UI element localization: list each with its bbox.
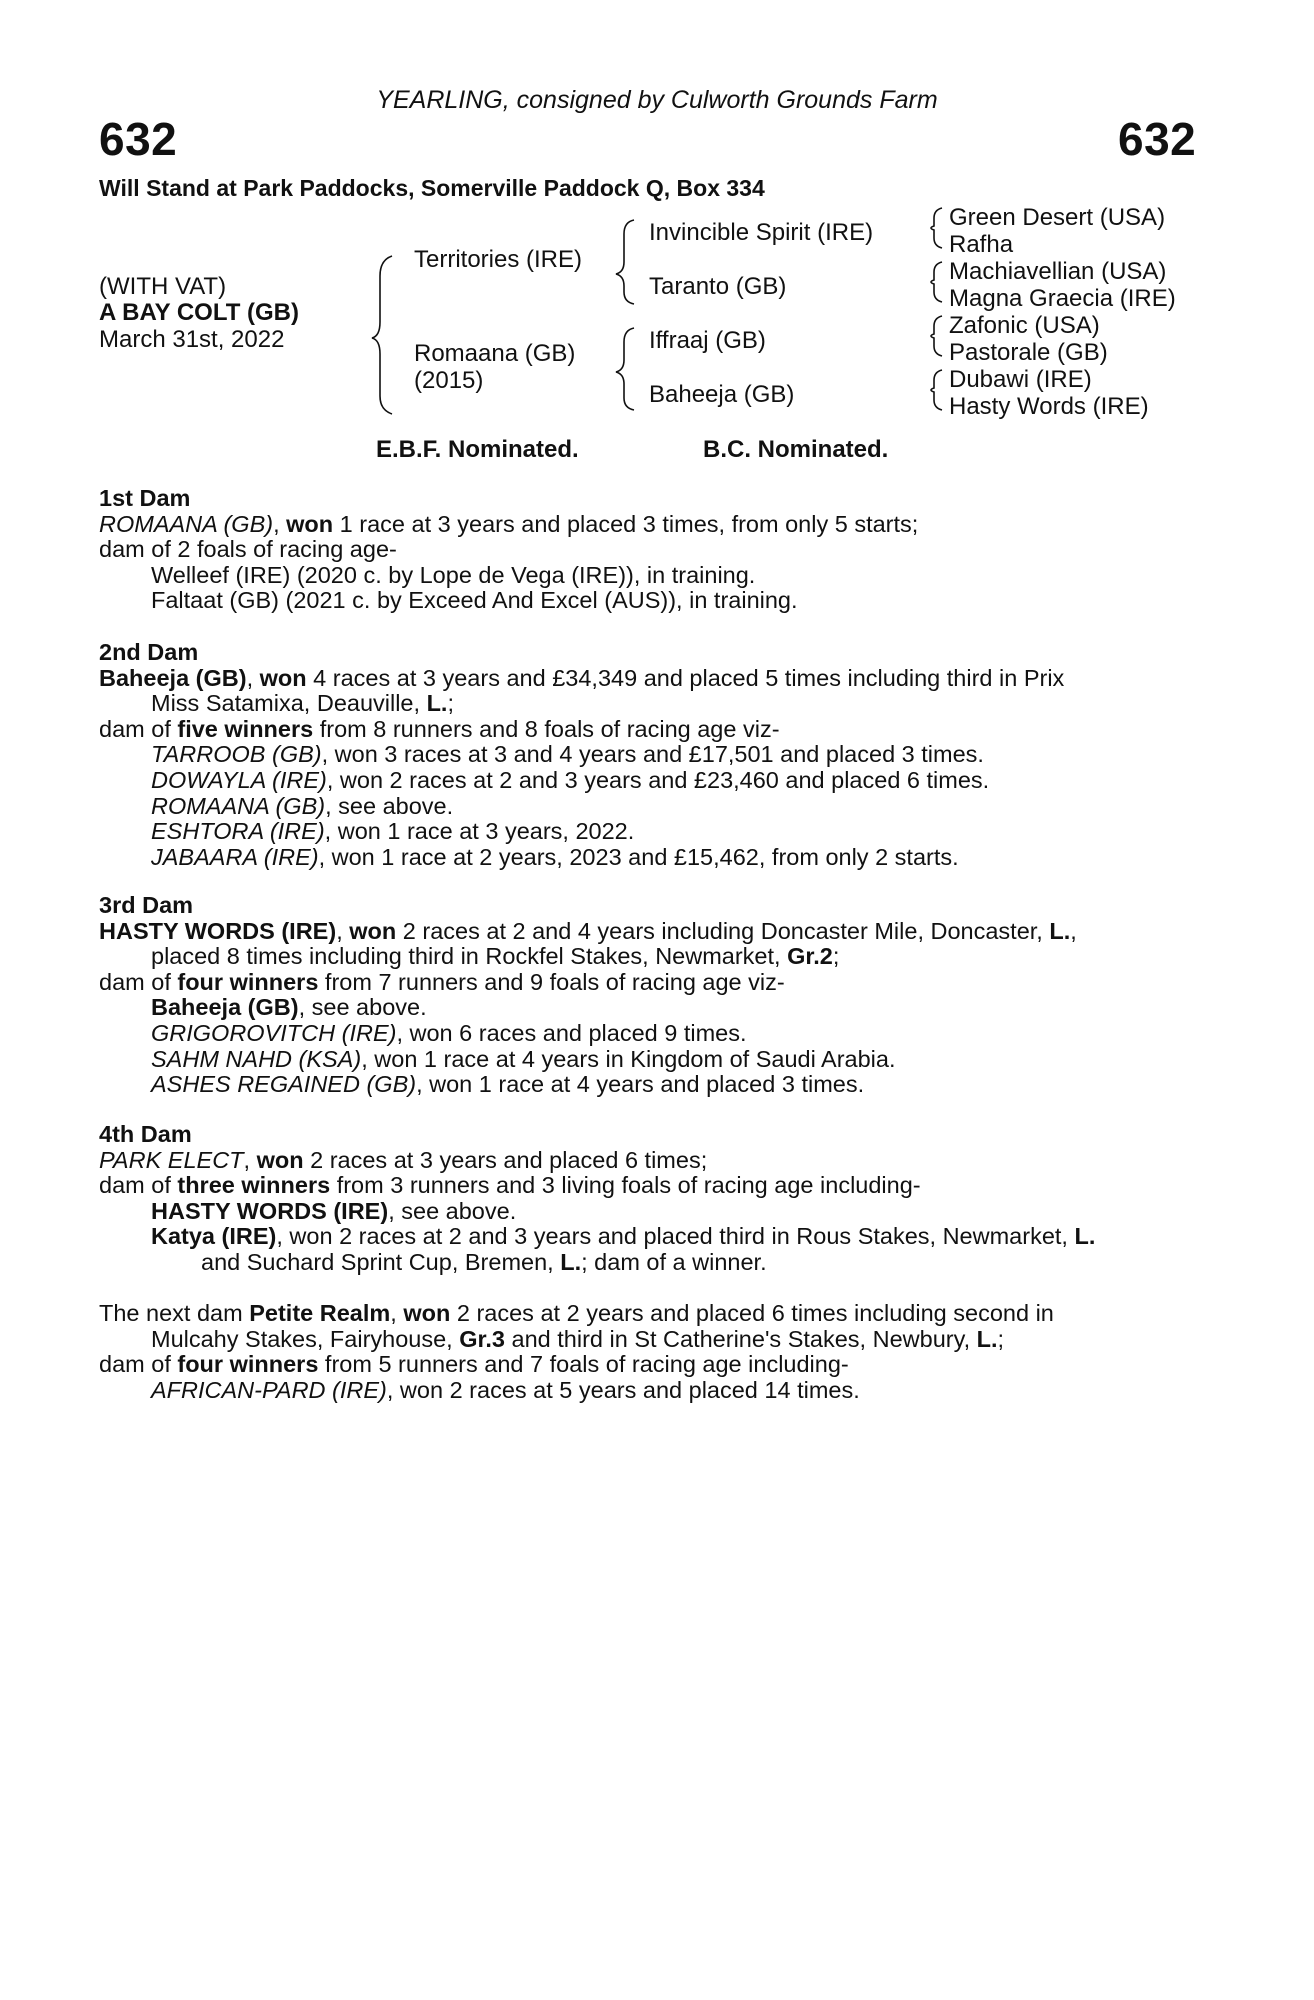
text: dam of: [99, 715, 178, 742]
dam-name: Baheeja (GB): [99, 664, 247, 691]
ancestor-6: Pastorale (GB): [949, 339, 1108, 366]
produce-item: [99, 1224, 1209, 1250]
consignment-line: YEARLING, consigned by Culworth Grounds Farm: [376, 86, 938, 114]
text: ;: [832, 943, 840, 970]
text: ;: [997, 1325, 1005, 1352]
dam-dam: Baheeja (GB): [649, 381, 795, 408]
produce-name: AFRICAN-PARD (IRE): [151, 1376, 387, 1403]
text: dam of: [99, 968, 178, 995]
text: ,: [1070, 917, 1077, 944]
text: ; dam of a winner.: [581, 1248, 767, 1275]
winners-count: five winners: [177, 715, 314, 742]
dam-record: [99, 919, 1209, 945]
winners-count: three winners: [177, 1172, 331, 1199]
ancestor-1: Green Desert (USA): [949, 204, 1166, 231]
dam-record: [99, 1148, 1209, 1174]
section-heading: 1st Dam: [99, 485, 191, 511]
text: and third in St Catherine's Stakes, Newbury,: [504, 1325, 977, 1352]
text: Mulcahy Stakes, Fairyhouse,: [151, 1325, 460, 1352]
text: dam of: [99, 1172, 178, 1199]
dam-record: [99, 1301, 1209, 1327]
text: ;: [447, 690, 454, 717]
text: ,: [273, 510, 287, 537]
text: from 3 runners and 3 living foals of racing age including-: [330, 1172, 921, 1199]
dam-record-cont: [99, 1327, 1209, 1353]
sire-dam: Taranto (GB): [649, 273, 787, 300]
section-heading: 2nd Dam: [99, 639, 199, 665]
lot-number-left: 632: [99, 113, 178, 165]
ancestor-5: Zafonic (USA): [949, 312, 1100, 339]
produce-name: ASHES REGAINED (GB): [151, 1071, 417, 1098]
text: ,: [246, 664, 260, 691]
text: 2 races at 3 years and placed 6 times;: [303, 1146, 708, 1173]
won-label: won: [256, 1146, 304, 1173]
ebf-nominated: E.B.F. Nominated.: [376, 436, 579, 463]
dam-name: HASTY WORDS (IRE): [99, 917, 337, 944]
produce-name: ROMAANA (GB): [151, 792, 326, 819]
produce-summary: [99, 1173, 1209, 1199]
third-dam-section: [99, 893, 1209, 1098]
fourth-dam-section: [99, 1122, 1209, 1276]
dam-record-cont: [99, 944, 1209, 970]
sire: Territories (IRE): [414, 246, 583, 273]
text: , won 1 race at 4 years and placed 3 times.: [416, 1071, 865, 1098]
listed-label: L.: [976, 1325, 998, 1352]
listed-label: L.: [426, 690, 448, 717]
text: , won 2 races at 2 and 3 years and £23,460 and placed 6 times.: [326, 766, 990, 793]
won-label: won: [403, 1300, 451, 1326]
dam-name: ROMAANA (GB): [99, 510, 274, 537]
produce-item: [99, 819, 1209, 845]
text: , won 1 race at 2 years, 2023 and £15,462, from only 2 starts.: [318, 843, 959, 870]
first-dam-section: [99, 486, 1209, 614]
text: , won 3 races at 3 and 4 years and £17,501 and placed 3 times.: [321, 741, 984, 768]
produce-item-cont: [99, 1250, 1209, 1276]
text: The next dam: [99, 1300, 250, 1326]
text: , see above.: [325, 792, 454, 819]
produce-item: [99, 995, 1209, 1021]
dam-name: Petite Realm: [249, 1300, 391, 1326]
ancestor-4: Magna Graecia (IRE): [949, 285, 1176, 312]
text: from 5 runners and 7 foals of racing age including-: [318, 1351, 849, 1378]
text: from 8 runners and 8 foals of racing age viz-: [313, 715, 780, 742]
lot-number-right: 632: [1118, 113, 1197, 165]
dam-record: [99, 512, 1209, 538]
winners-count: four winners: [177, 968, 319, 995]
won-label: won: [286, 510, 334, 537]
bc-nominated: B.C. Nominated.: [703, 436, 889, 463]
produce-summary: [99, 970, 1209, 996]
group-label: Gr.2: [787, 943, 833, 970]
won-label: won: [259, 664, 307, 691]
text: ,: [243, 1146, 257, 1173]
text: ,: [336, 917, 350, 944]
dam-record: [99, 666, 1209, 692]
ancestor-2: Rafha: [949, 231, 1014, 258]
text: , see above.: [298, 994, 427, 1021]
text: , won 6 races and placed 9 times.: [396, 1019, 747, 1046]
text: , see above.: [388, 1197, 517, 1224]
text: 2 races at 2 and 4 years including Doncaster Mile, Doncaster,: [396, 917, 1050, 944]
produce-item: Welleef (IRE) (2020 c. by Lope de Vega (IRE)), in training.: [151, 561, 756, 588]
produce-name: GRIGOROVITCH (IRE): [151, 1019, 397, 1046]
text: and Suchard Sprint Cup, Bremen,: [201, 1248, 561, 1275]
next-dam-section: [99, 1301, 1209, 1403]
text: 1 race at 3 years and placed 3 times, from only 5 starts;: [333, 510, 919, 537]
produce-summary: [99, 1352, 1209, 1378]
produce-item: [99, 1047, 1209, 1073]
ancestor-7: Dubawi (IRE): [949, 366, 1092, 393]
listed-label: L.: [1074, 1223, 1096, 1250]
produce-item: [99, 794, 1209, 820]
produce-item: [99, 1378, 1209, 1404]
text: ,: [390, 1300, 404, 1326]
text: placed 8 times including third in Rockfel Stakes, Newmarket,: [151, 943, 788, 970]
text: Miss Satamixa, Deauville,: [151, 690, 427, 717]
produce-item: [99, 768, 1209, 794]
produce-name: JABAARA (IRE): [151, 843, 319, 870]
text: dam of: [99, 1351, 178, 1378]
dam-name: PARK ELECT: [99, 1146, 244, 1173]
produce-name: HASTY WORDS (IRE): [151, 1197, 389, 1224]
listed-label: L.: [1049, 917, 1071, 944]
produce-item: [99, 742, 1209, 768]
winners-count: four winners: [177, 1351, 319, 1378]
produce-item: [99, 845, 1209, 871]
produce-name: Baheeja (GB): [151, 994, 299, 1021]
produce-summary: [99, 717, 1209, 743]
won-label: won: [349, 917, 397, 944]
section-heading: 4th Dam: [99, 1121, 192, 1147]
ancestor-8: Hasty Words (IRE): [949, 393, 1149, 420]
dam-sire: Iffraaj (GB): [649, 327, 766, 354]
sire-sire: Invincible Spirit (IRE): [649, 219, 874, 246]
produce-name: ESHTORA (IRE): [151, 818, 325, 845]
produce-item: [99, 1021, 1209, 1047]
produce-name: Katya (IRE): [151, 1223, 277, 1250]
produce-name: TARROOB (GB): [151, 741, 322, 768]
foaling-date: March 31st, 2022: [99, 326, 285, 353]
produce-item: [99, 1199, 1209, 1225]
dam-year: (2015): [414, 367, 484, 394]
vat-note: (WITH VAT): [99, 273, 227, 300]
stand-location: Will Stand at Park Paddocks, Somerville Paddock Q, Box 334: [99, 175, 765, 201]
text: , won 1 race at 3 years, 2022.: [324, 818, 635, 845]
produce-name: DOWAYLA (IRE): [151, 766, 327, 793]
listed-label: L.: [560, 1248, 582, 1275]
horse-name: A BAY COLT (GB): [99, 299, 300, 326]
group-label: Gr.3: [459, 1325, 505, 1352]
dam: Romaana (GB): [414, 340, 576, 367]
dam-record-cont: [99, 691, 1209, 717]
text: , won 2 races at 5 years and placed 14 times.: [386, 1376, 860, 1403]
second-dam-section: [99, 640, 1209, 870]
text: 2 races at 2 years and placed 6 times including second in: [450, 1300, 1054, 1326]
text: 4 races at 3 years and £34,349 and placed 5 times including third in Prix: [306, 664, 1065, 691]
produce-name: SAHM NAHD (KSA): [151, 1045, 362, 1072]
text: , won 2 races at 2 and 3 years and placed third in Rous Stakes, Newmarket,: [276, 1223, 1075, 1250]
text: , won 1 race at 4 years in Kingdom of Saudi Arabia.: [361, 1045, 896, 1072]
ancestor-3: Machiavellian (USA): [949, 258, 1167, 285]
section-heading: 3rd Dam: [99, 892, 194, 918]
text: from 7 runners and 9 foals of racing age viz-: [318, 968, 785, 995]
produce-item: Faltaat (GB) (2021 c. by Exceed And Excel (AUS)), in training.: [151, 587, 798, 614]
produce-item: [99, 1072, 1209, 1098]
produce-summary: dam of 2 foals of racing age-: [99, 536, 397, 563]
